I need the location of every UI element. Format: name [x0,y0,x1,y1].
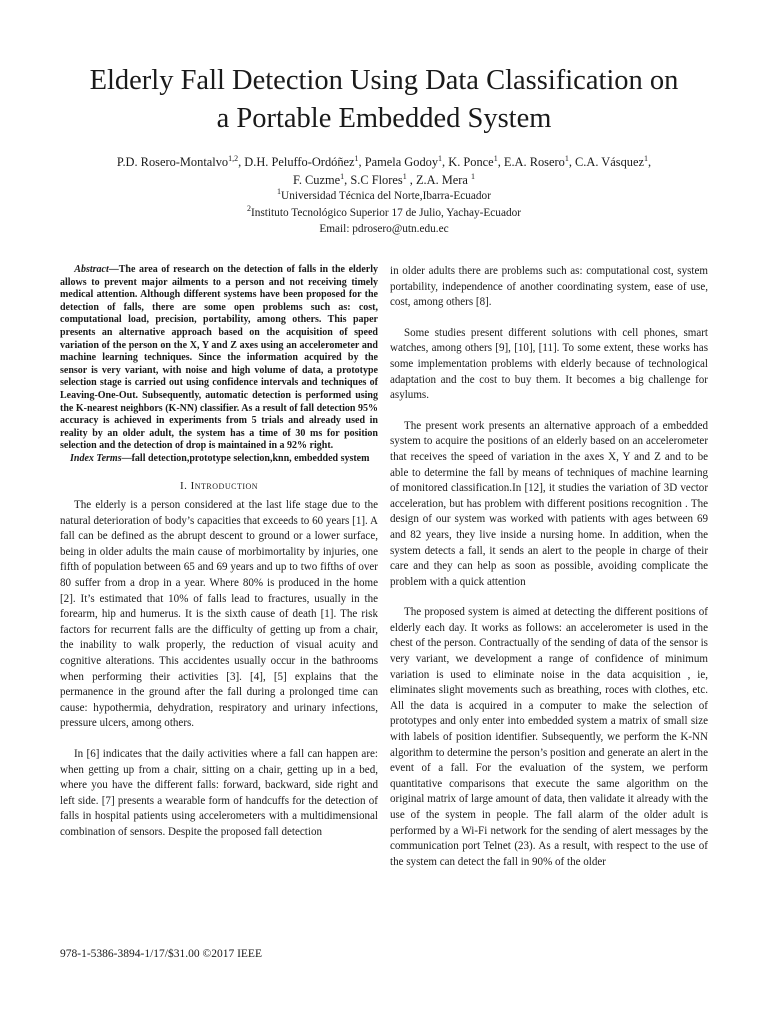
author-name: C.A. Vásquez [575,155,644,169]
author-affil-mark: 1,2 [228,153,239,163]
section-heading-introduction [60,479,378,495]
author-name: E.A. Rosero [503,155,565,169]
author-separator: , [406,173,416,187]
copyright-footer: 978-1-5386-3894-1/17/$31.00 ©2017 IEEE [60,948,262,960]
section-number: I. [179,479,191,492]
index-terms [60,453,378,466]
author-name: Pamela Godoy [364,155,439,169]
index-terms-text: —fall detection,prototype selection,knn, embedded system [121,452,370,464]
author-name: D.H. Peluffo-Ordóñez [244,155,355,169]
author-affil-mark: 1 [402,171,407,181]
author-line-1 [40,153,728,171]
affil-mark: 2 [246,203,251,213]
abstract [60,264,378,453]
author-separator: , [344,173,351,187]
author-affil-mark: 1 [340,171,345,181]
author-name: F. Cuzme [292,173,341,187]
affiliation-text: Instituto Tecnológico Superior 17 de Julio, Yachay-Ecuador [250,206,522,219]
author-email: Email: pdrosero@utn.edu.ec [319,223,449,235]
author-separator: , [568,155,576,169]
author-separator: , [647,155,652,169]
left-column [60,264,378,841]
author-separator: , [238,155,245,169]
paragraph: In [6] indicates that the daily activities where a fall can happen are: when getting up from a chair, sitting on a chair, getting up in a bed, where you have the different falls: forward, backward, side right and left side. [7] presents a wearable form of handcuffs for the detection of falls in hospital patients using accelerometers with a multidimensional combination of sensors. Despite the proposed fall detection [60,748,378,838]
affiliation-text: Universidad Técnica del Norte,Ibarra-Ecuador [281,190,491,202]
author-line-2 [40,171,728,189]
paragraph: Some studies present different solutions with cell phones, smart watches, among others [9], [10], [11]. To some extent, these works has some implementation problems with elderly because of technological adaptation and the cost to buy them. It becomes a big challenge for asylums. [390,326,708,402]
section-title: Introduction [190,479,259,492]
author-list [40,153,728,189]
author-affil-mark: 1 [438,153,443,163]
author-separator: , [442,155,449,169]
title-line-2: a Portable Embedded System [216,103,552,134]
affiliations [40,188,728,238]
author-affil-mark: 1 [493,153,498,163]
author-affil-mark: 1 [643,153,648,163]
paragraph: The present work presents an alternative approach of a embedded system to acquire the positions of an elderly based on an accelerometer that receives the speed of variation in the axes X, Y and Z and to be able to determine the fall by means of techniques of machine learning of monitored classification.In [12], it studies the variation of 3D vector acceleration, but has problem with different positions recognition . The design of our system was worked with patients with ages between 69 and 82 years, they live inside a nursing home. In addition, when the system detects a fall, it sends an alert to the people in charge of their care and they can help as soon as possible, avoiding complicate the problem with a quick attention [390,419,708,588]
affiliation-2 [40,205,728,222]
affiliation-1 [40,188,728,205]
paragraph: The elderly is a person considered at the last life stage due to the natural deterioration of body’s capacities that exceeds to 60 years [1]. A fall can be defined as the abrupt descent to ground or a lower surface, being in older adults the main cause of morbimortality by injuries, one fifth of population between 65 and 69 years and up to two fifths of over 80 suffer from a drop in a year. Where 80% is produced in the home [2]. It’s estimated that 10% of falls lead to fractures, usually in the forearm, hip and humerus. It is the sixth cause of death [1]. The risk factors for recurrent falls are the difficulty of getting up from a chair, the inability to walk properly, the reduction of visual acuity and cognitive alterations. This accidentes usually occur in the bathrooms when performing their activities [3]. [4], [5] explains that the permanence in the ground after the fall during a prolonged time can cause: hypothermia, dehydration, respiratory and urinary infections, pressure ulcers, among others. [60,499,378,730]
paper-title [40,62,728,138]
paragraph: The proposed system is aimed at detecting the different positions of elderly each day. It works as follows: an accelerometer is used in the chest of the person. Contractually of the sending of data of the sensor is very variant, we development a range of confidence of minimum variation is used to eliminate noise in the data acquisition , ie, eliminates slight movements such as breathing, roces with clothes, etc. All the data is acquired in a computer to make the selection of prototypes and only enter into embedded system a matrix of small size with labels of position identifier. Subsequently, we perform the K-NN algorithm to determine the person’s position and generate an alert in the event of a fall. For the evaluation of the system, we perform quantitative comparisons that execute the same algorithm on the original matrix of large amount of data, then validate it already with the use of the system in people. The fall alarm of the older adult is performed by a Wi-Fi network for the sending of alert messages by the communication port Telnet (23). As a result, with respect to the use of the system can detect the fall in 90% of the older [390,606,708,868]
right-column [390,264,708,870]
author-separator: , [358,155,365,169]
abstract-text: —The area of research on the detection of falls in the elderly allows to prevent major ailments to a person and not receiving timely medical attention. Although different systems have been proposed for the detection of falls, there are some open problems such as: cost, computational load, precision, portability, among others. This paper presents an alternative approach based on the acquisition of speed variation of the person on the X, Y and Z axes using an accelerometer and machine learning techniques. Since the information acquired by the sensor is very variant, with noise and high volume of data, a prototype selection stage is carried out using confidence intervals and techniques of Leaving-One-Out. Subsequently, automatic detection is performed using the K-nearest neighbors (K-NN) classifier. As a result of fall detection 95% accuracy is achieved in experiments from 5 trials and already used in reality by an older adult, the system has a time of 30 ms for position selection and the detection of drop is maintained in a 92% right. [60,264,379,452]
author-affil-mark: 1 [354,153,359,163]
index-terms-label: Index Terms [70,452,122,464]
abstract-label: Abstract [74,264,109,275]
author-name: K. Ponce [448,155,494,169]
author-name: S.C Flores [350,173,403,187]
author-affil-mark: 1 [564,153,569,163]
author-separator: , [497,155,504,169]
title-line-1: Elderly Fall Detection Using Data Classification on [89,65,679,96]
author-name: P.D. Rosero-Montalvo [116,155,229,169]
author-affil-mark: 1 [471,171,476,181]
affil-mark: 1 [277,187,282,197]
paragraph: in older adults there are problems such as: computational cost, system portability, independence of another coordinating system, ease of use, cost, among others [8]. [390,265,708,309]
author-name: Z.A. Mera [415,173,468,187]
